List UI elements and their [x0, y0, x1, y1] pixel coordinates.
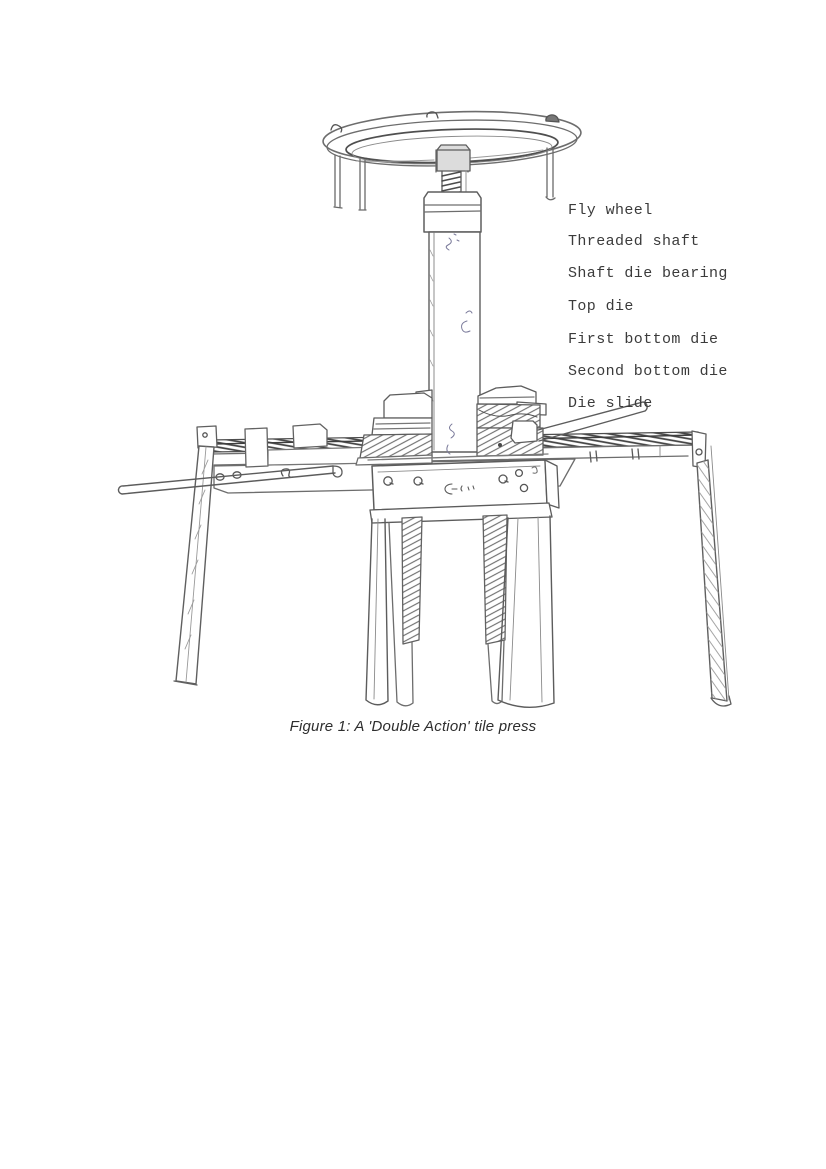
rim-knob-right — [546, 115, 559, 122]
label-top-die: Top die — [568, 298, 634, 315]
label-die-slide: Die slide — [568, 395, 653, 412]
center-legs — [366, 515, 554, 707]
wheel-hub — [437, 145, 470, 171]
shaft-die-bearing — [424, 192, 481, 232]
label-second-bottom-die: Second bottom die — [568, 363, 728, 380]
label-threaded-shaft: Threaded shaft — [568, 233, 700, 250]
figure-caption: Figure 1: A 'Double Action' tile press — [289, 718, 537, 735]
die-stack-left — [356, 390, 432, 465]
label-fly-wheel: Fly wheel — [568, 202, 653, 219]
left-outer-leg — [174, 426, 217, 685]
press-column — [429, 232, 480, 454]
label-shaft-die-bearing: Shaft die bearing — [568, 265, 728, 282]
label-first-bottom-die: First bottom die — [568, 331, 719, 348]
die-stack-right — [477, 386, 546, 456]
right-outer-leg — [692, 431, 731, 706]
